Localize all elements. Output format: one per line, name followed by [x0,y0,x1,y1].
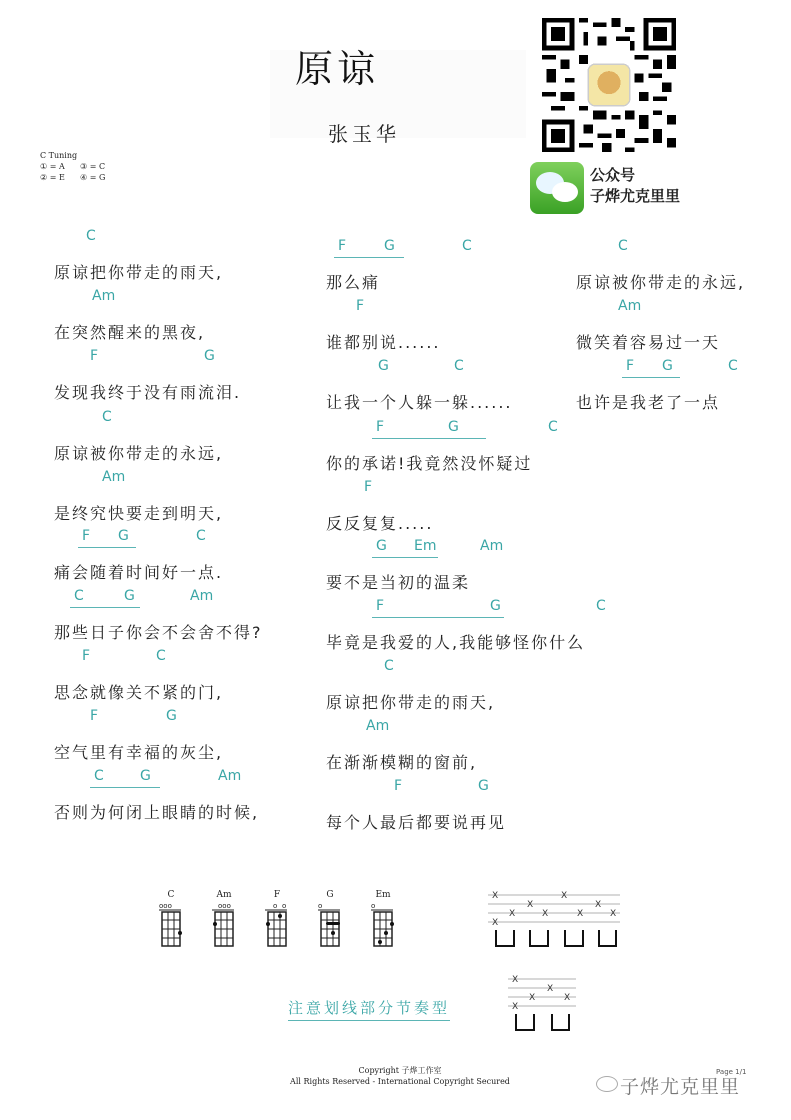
svg-text:ooo: ooo [159,902,172,910]
chord-em: Em [414,538,437,554]
lyric-text: 谁都别说...... [326,333,441,352]
svg-text:X: X [527,900,534,910]
svg-text:X: X [610,909,617,919]
svg-text:o: o [273,902,278,910]
chord-g: G [478,778,489,794]
svg-text:ooo: ooo [218,902,231,910]
lyric-line [54,768,314,824]
chord-am: Am [190,588,214,604]
chord-c: C [728,358,738,374]
lyric-line [54,588,314,644]
lyric-text: 在渐渐模糊的窗前, [326,753,478,772]
song-title: 原谅 [295,47,380,91]
lyric-text: 原谅被你带走的永远, [576,273,746,292]
chord-am: Am [92,288,116,304]
chord-diagram-am: Am ooo [210,890,238,950]
chord-c: C [196,528,206,544]
strum-underline [372,438,486,439]
string-1: ① = A [40,162,65,171]
lyric-line [54,469,314,525]
chord-f: F [376,598,385,614]
lyric-text: 那么痛 [326,273,381,292]
svg-text:X: X [564,993,571,1003]
chord-f: F [90,708,99,724]
strum-underline [334,257,404,258]
string-4: ④ = G [80,173,106,182]
lyric-line [576,238,791,294]
strum-pattern-main [486,888,622,950]
chord-g: G [376,538,387,554]
lyric-line [326,658,586,714]
chord-f: F [82,648,91,664]
copyright [270,1065,530,1087]
artist-name: 张玉华 [328,122,400,146]
strum-underline [372,557,438,558]
lyric-line [54,648,314,704]
chord-diagram-g: G o [316,890,344,950]
svg-text:o: o [318,902,323,910]
chord-f: F [626,358,635,374]
lyric-text: 原谅被你带走的永远, [54,444,224,463]
chord-c: C [86,228,96,244]
svg-text:X: X [561,891,568,901]
chord-c: C [156,648,166,664]
lyric-text: 微笑着容易过一天 [576,333,721,352]
strum-underline [78,547,136,548]
chord-g: G [384,238,395,254]
chord-c: C [384,658,394,674]
lyric-text: 空气里有幸福的灰尘, [54,743,224,762]
chord-g: G [662,358,673,374]
lyric-line [326,538,586,594]
lyric-line [326,298,586,354]
lyric-line [326,238,586,294]
lyric-text: 在突然醒来的黑夜, [54,323,206,342]
chord-g: G [378,358,389,374]
chord-f: F [356,298,365,314]
lyric-text: 毕竟是我爱的人,我能够怪你什么 [326,633,586,652]
chord-diagram-em: Em o [369,890,397,950]
lyric-text: 痛会随着时间好一点. [54,563,224,582]
lyric-line [54,708,314,764]
svg-text:X: X [512,1002,519,1012]
svg-text:X: X [492,891,499,901]
chord-c: C [548,419,558,435]
chord-f: F [364,479,373,495]
lyric-text: 是终究快要走到明天, [54,504,224,523]
svg-text:X: X [529,993,536,1003]
chord-f: F [338,238,347,254]
chord-am: Am [480,538,504,554]
strum-underline [622,377,680,378]
chord-am: Am [618,298,642,314]
lyric-line [54,528,314,584]
chord-c: C [74,588,84,604]
lyric-line [326,718,586,774]
lyric-line [576,298,791,354]
lyric-line [326,419,586,475]
chord-c: C [454,358,464,374]
lyric-text: 那些日子你会不会舍不得? [54,623,263,642]
copyright-line-1: Copyright 子烨工作室 [358,1066,442,1075]
lyric-text: 反反复复..... [326,514,434,533]
strum-underline [90,787,160,788]
lyric-text: 原谅把你带走的雨天, [54,263,224,282]
chord-g: G [140,768,151,784]
lyric-line [576,358,791,414]
lyric-text: 你的承诺!我竟然没怀疑过 [326,454,533,473]
lyric-text: 原谅把你带走的雨天, [326,693,496,712]
lyric-text: 否则为何闭上眼睛的时候, [54,803,260,822]
tuning-label: C Tuning [40,151,78,160]
tuning-info [40,150,120,183]
lyric-line [54,409,314,465]
strum-note: 注意划线部分节奏型 [288,997,450,1021]
chord-am: Am [102,469,126,485]
svg-text:X: X [577,909,584,919]
page-number: Page 1/1 [716,1068,747,1076]
chord-f: F [82,528,91,544]
chord-g: G [448,419,459,435]
chord-c: C [102,409,112,425]
strum-pattern-underlined [506,972,578,1034]
chord-c: C [596,598,606,614]
lyric-text: 每个人最后都要说再见 [326,813,507,832]
wechat-account-name: 子烨尤克里里 [590,187,681,205]
lyric-line [54,348,314,404]
svg-text:X: X [509,909,516,919]
svg-text:X: X [492,918,499,928]
chord-f: F [376,419,385,435]
chord-g: G [166,708,177,724]
chord-g: G [118,528,129,544]
lyric-line [326,479,586,535]
wechat-label: 公众号 [590,166,636,184]
lyric-line [326,598,606,654]
strum-underline [70,607,140,608]
chord-g: G [124,588,135,604]
svg-text:o: o [282,902,287,910]
chord-am: Am [366,718,390,734]
wechat-account [590,165,680,207]
wechat-logo-icon [530,162,584,214]
watermark: 子烨尤克里里 [620,1076,741,1098]
strum-underline [372,617,504,618]
svg-text:o: o [371,902,376,910]
chord-g: G [490,598,501,614]
lyric-line [54,228,314,284]
string-2: ② = E [40,173,65,182]
lyric-line [326,778,586,834]
string-3: ③ = C [80,162,106,171]
copyright-line-2: All Rights Reserved - International Copyright Secured [290,1077,510,1086]
svg-text:X: X [542,909,549,919]
chord-f: F [90,348,99,364]
lyric-line [326,358,586,414]
chord-diagram-c: C ooo [157,890,185,950]
chord-g: G [204,348,215,364]
qr-code [540,18,678,152]
chord-c: C [94,768,104,784]
lyric-text: 思念就像关不紧的门, [54,683,224,702]
lyric-text: 也许是我老了一点 [576,393,721,412]
svg-text:X: X [547,984,554,994]
wechat-watermark-icon [596,1076,618,1092]
chord-diagram-f: F o o [263,890,291,950]
lyric-text: 要不是当初的温柔 [326,573,471,592]
svg-text:X: X [512,975,519,985]
lyric-text: 发现我终于没有雨流泪. [54,383,242,402]
chord-am: Am [218,768,242,784]
chord-c: C [618,238,628,254]
svg-text:X: X [595,900,602,910]
lyric-text: 让我一个人躲一躲...... [326,393,513,412]
chord-c: C [462,238,472,254]
chord-f: F [394,778,403,794]
lyric-line [54,288,314,344]
